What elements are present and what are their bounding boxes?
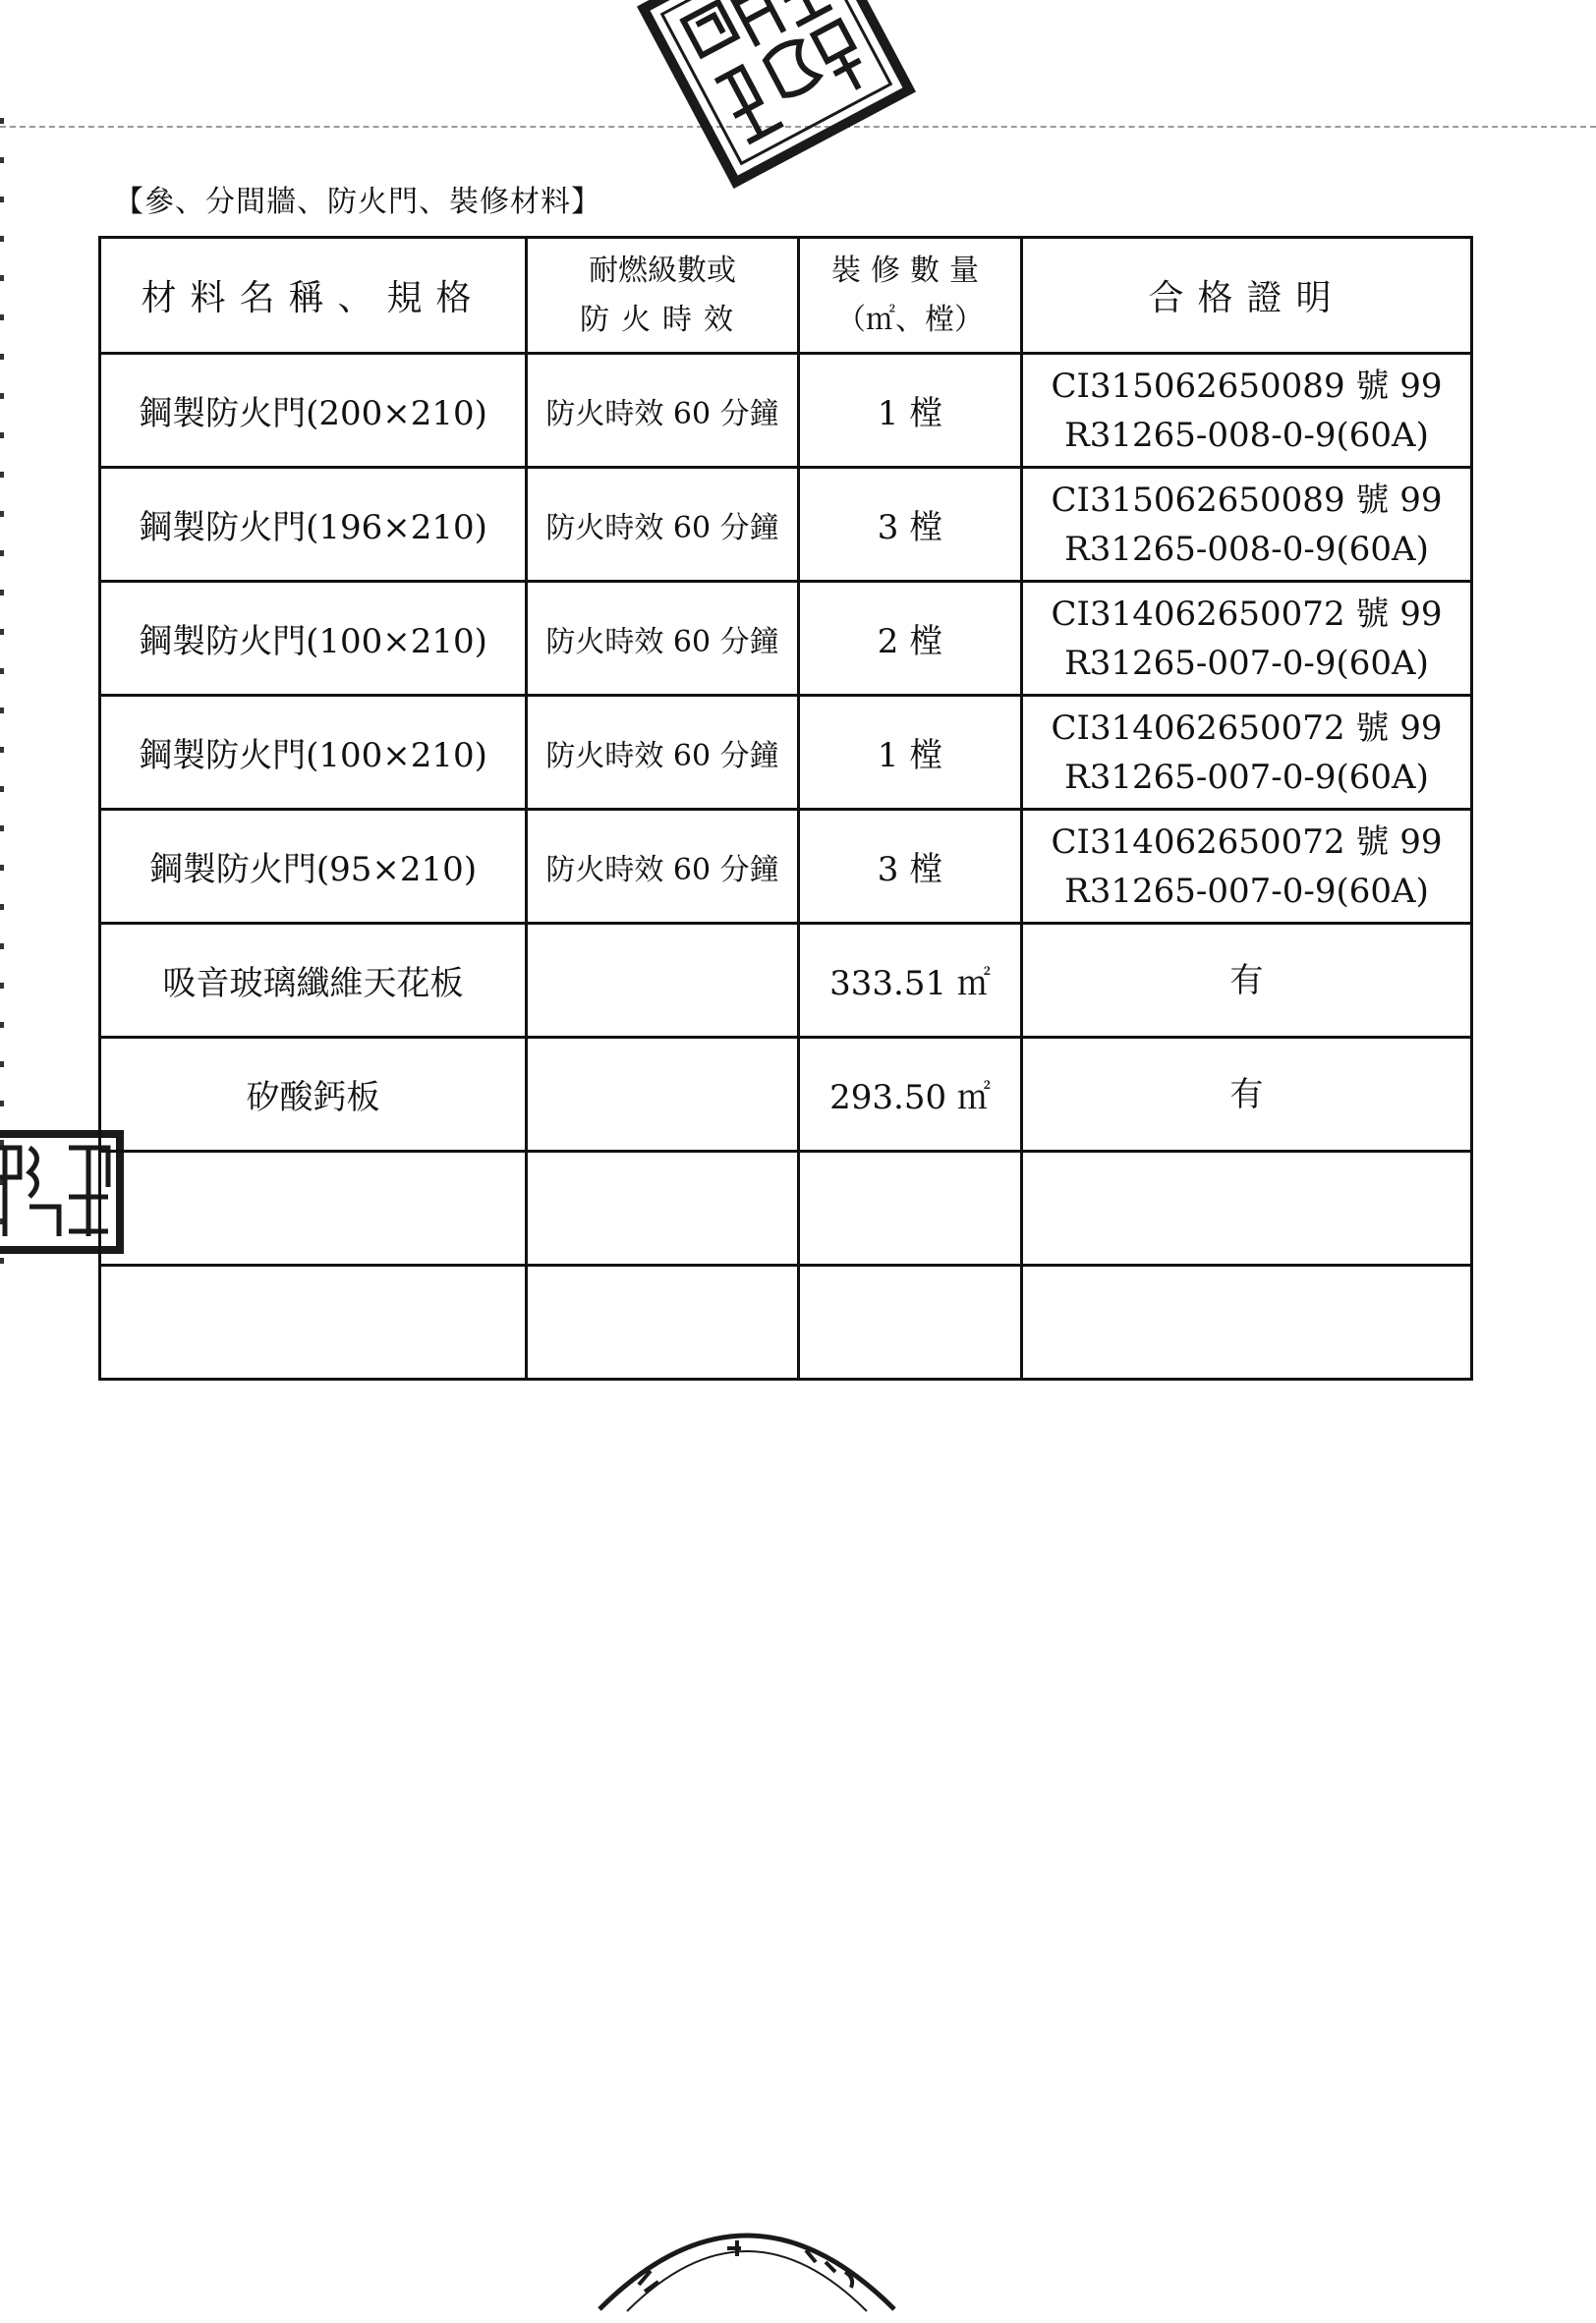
certificate-line1: 有 <box>1229 1074 1264 1114</box>
quantity-cell: 1 樘 <box>799 696 1022 810</box>
certificate-line1: CI315062650089 號 99 <box>1051 480 1443 520</box>
scan-left-edge <box>0 118 4 1297</box>
material-name-cell <box>100 1266 527 1380</box>
table-row <box>100 354 1472 468</box>
quantity-cell: 3 樘 <box>799 810 1022 924</box>
material-name-cell: 矽酸鈣板 <box>100 1038 527 1152</box>
material-name-cell: 鋼製防火門(100×210) <box>100 582 527 696</box>
quantity-cell <box>799 1266 1022 1380</box>
quantity-cell: 333.51 ㎡ <box>799 924 1022 1038</box>
table-row <box>100 924 1472 1038</box>
fire-rating-cell <box>527 1266 799 1380</box>
fire-rating-cell: 防火時效 60 分鐘 <box>527 582 799 696</box>
material-name-cell: 鋼製防火門(200×210) <box>100 354 527 468</box>
quantity-cell: 2 樘 <box>799 582 1022 696</box>
fire-rating-cell: 防火時效 60 分鐘 <box>527 354 799 468</box>
certificate-line2: R31265-007-0-9(60A) <box>1064 643 1429 683</box>
header-quantity <box>799 238 1022 354</box>
certificate-cell <box>1022 810 1472 924</box>
certificate-line1: CI314062650072 號 99 <box>1051 708 1443 748</box>
header-material-name: 材料名稱、規格 <box>100 238 527 354</box>
header-fire-rating <box>527 238 799 354</box>
header-quantity-line1: 裝修數量 <box>831 253 989 288</box>
table-row <box>100 468 1472 582</box>
table-row <box>100 582 1472 696</box>
certificate-line1: CI314062650072 號 99 <box>1051 594 1443 634</box>
header-fire-rating-line1: 耐燃級數或 <box>589 253 736 288</box>
quantity-cell: 293.50 ㎡ <box>799 1038 1022 1152</box>
official-seal-bottom <box>580 2201 914 2319</box>
certificate-cell <box>1022 924 1472 1038</box>
table-row <box>100 1038 1472 1152</box>
table-row <box>100 810 1472 924</box>
fire-rating-cell: 防火時效 60 分鐘 <box>527 468 799 582</box>
quantity-cell: 1 樘 <box>799 354 1022 468</box>
table-row <box>100 1152 1472 1266</box>
certificate-line2: R31265-007-0-9(60A) <box>1064 757 1429 797</box>
material-name-cell <box>100 1152 527 1266</box>
certificate-line2: R31265-008-0-9(60A) <box>1064 529 1429 569</box>
fire-rating-cell <box>527 924 799 1038</box>
certificate-line2: R31265-008-0-9(60A) <box>1064 415 1429 455</box>
fire-rating-cell <box>527 1038 799 1152</box>
header-fire-rating-line2: 防火時效 <box>580 302 745 337</box>
certificate-line2: R31265-007-0-9(60A) <box>1064 871 1429 911</box>
fire-rating-cell <box>527 1152 799 1266</box>
certificate-cell <box>1022 696 1472 810</box>
table-row <box>100 696 1472 810</box>
official-seal-top <box>617 0 937 208</box>
certificate-cell <box>1022 1152 1472 1266</box>
materials-table <box>98 236 1473 1381</box>
material-name-cell: 吸音玻璃纖維天花板 <box>100 924 527 1038</box>
material-name-cell: 鋼製防火門(95×210) <box>100 810 527 924</box>
certificate-cell <box>1022 1266 1472 1380</box>
certificate-cell <box>1022 354 1472 468</box>
certificate-line1: 有 <box>1229 960 1264 1000</box>
fire-rating-cell: 防火時效 60 分鐘 <box>527 696 799 810</box>
certificate-cell <box>1022 468 1472 582</box>
header-certificate: 合格證明 <box>1022 238 1472 354</box>
material-name-cell: 鋼製防火門(100×210) <box>100 696 527 810</box>
fire-rating-cell: 防火時效 60 分鐘 <box>527 810 799 924</box>
header-quantity-line2: （㎡、樘） <box>836 302 984 337</box>
quantity-cell: 3 樘 <box>799 468 1022 582</box>
material-name-cell: 鋼製防火門(196×210) <box>100 468 527 582</box>
table-header-row <box>100 238 1472 354</box>
table-row <box>100 1266 1472 1380</box>
certificate-cell <box>1022 582 1472 696</box>
section-title: 【參、分間牆、防火門、裝修材料】 <box>114 185 601 219</box>
certificate-cell <box>1022 1038 1472 1152</box>
quantity-cell <box>799 1152 1022 1266</box>
certificate-line1: CI314062650072 號 99 <box>1051 822 1443 862</box>
certificate-line1: CI315062650089 號 99 <box>1051 366 1443 406</box>
